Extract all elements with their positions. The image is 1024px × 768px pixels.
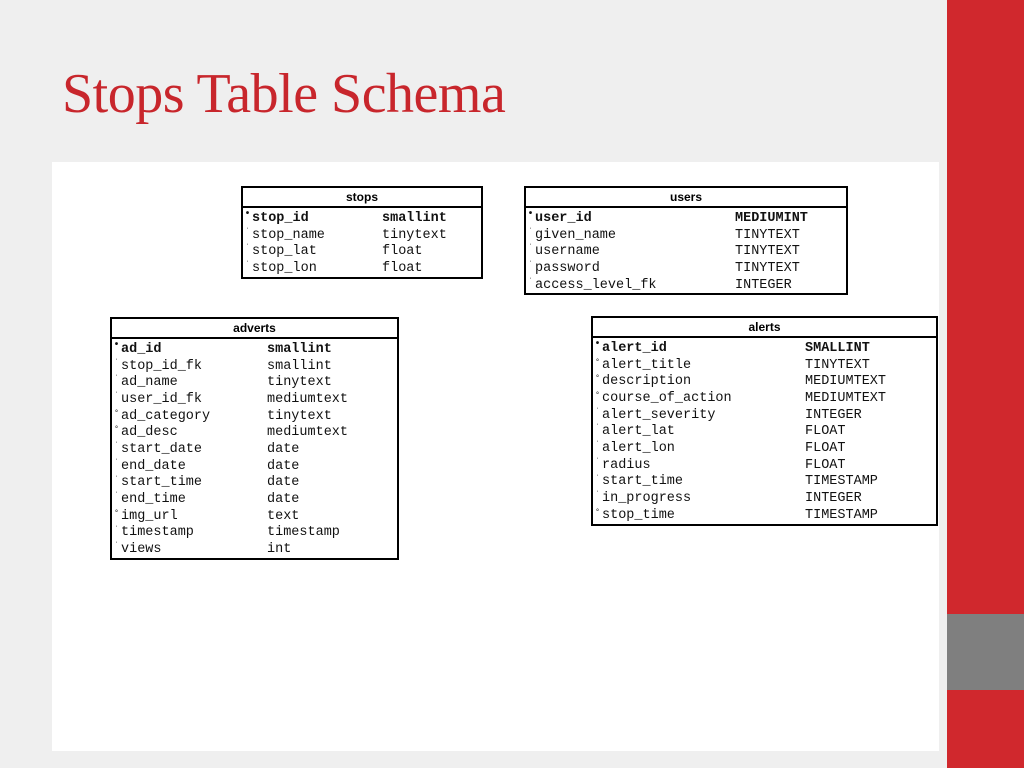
table-row	[112, 408, 397, 425]
field-icon: ˙	[114, 392, 119, 402]
pk-icon: •	[527, 209, 534, 220]
table-row	[526, 260, 846, 277]
field-icon: ˙	[114, 475, 119, 485]
nullable-icon: °	[114, 508, 119, 518]
column-name: course_of_action	[602, 390, 732, 406]
column-type: TINYTEXT	[735, 244, 800, 260]
field-icon: ˙	[528, 277, 533, 287]
column-name: views	[121, 542, 162, 558]
field-icon: ˙	[245, 261, 250, 271]
column-name: alert_lat	[602, 424, 675, 440]
column-name: ad_name	[121, 375, 178, 391]
column-name: alert_lon	[602, 440, 675, 456]
column-type: INTEGER	[805, 407, 862, 423]
accent-bar-gray	[947, 614, 1024, 690]
table-row	[526, 243, 846, 260]
field-icon: ˙	[595, 407, 600, 417]
diagram-canvas	[52, 162, 939, 751]
column-type: smallint	[267, 358, 332, 374]
column-name: start_date	[121, 441, 203, 457]
field-icon: ˙	[245, 227, 250, 237]
table-row	[243, 260, 481, 277]
table-row	[243, 210, 481, 227]
table-row	[593, 474, 936, 491]
table-header: adverts	[112, 319, 397, 339]
column-type: mediumtext	[267, 391, 349, 407]
field-icon: ˙	[528, 244, 533, 254]
column-type: FLOAT	[805, 457, 846, 473]
table-row	[526, 277, 846, 294]
table-row	[112, 508, 397, 525]
column-type: date	[267, 475, 300, 491]
table-row	[526, 210, 846, 227]
pk-icon: •	[113, 340, 120, 351]
column-name: given_name	[535, 227, 617, 243]
table-header: users	[526, 188, 846, 208]
column-name: radius	[602, 457, 651, 473]
field-icon: ˙	[114, 525, 119, 535]
table-row	[112, 358, 397, 375]
pk-icon: •	[244, 209, 251, 220]
field-icon: ˙	[114, 542, 119, 552]
column-name: ad_category	[121, 408, 211, 424]
column-name: ad_desc	[121, 425, 178, 441]
table-users	[524, 186, 848, 295]
nullable-icon: °	[114, 425, 119, 435]
table-row	[112, 441, 397, 458]
column-type: TINYTEXT	[805, 357, 870, 373]
column-name: access_level_fk	[535, 277, 657, 293]
column-type: TIMESTAMP	[805, 474, 878, 490]
column-name: start_time	[121, 475, 203, 491]
column-name: stop_id	[252, 210, 309, 226]
table-adverts	[110, 317, 399, 560]
table-row	[112, 541, 397, 558]
column-type: TINYTEXT	[735, 260, 800, 276]
column-name: start_time	[602, 474, 684, 490]
table-row	[526, 227, 846, 244]
column-type: float	[382, 260, 423, 276]
column-name: description	[602, 374, 692, 390]
column-type: smallint	[267, 341, 332, 357]
column-type: MEDIUMTEXT	[805, 390, 887, 406]
column-name: alert_severity	[602, 407, 716, 423]
field-icon: ˙	[114, 492, 119, 502]
field-icon: ˙	[114, 375, 119, 385]
column-name: username	[535, 244, 600, 260]
table-row	[112, 475, 397, 492]
table-row	[593, 490, 936, 507]
table-row	[593, 407, 936, 424]
column-type: SMALLINT	[805, 340, 870, 356]
table-stops	[241, 186, 483, 279]
table-header: stops	[243, 188, 481, 208]
column-type: TIMESTAMP	[805, 507, 878, 523]
column-type: smallint	[382, 210, 447, 226]
field-icon: ˙	[595, 424, 600, 434]
nullable-icon: °	[595, 374, 600, 384]
table-row	[243, 227, 481, 244]
column-name: stop_lat	[252, 244, 317, 260]
column-type: date	[267, 492, 300, 508]
column-name: user_id	[535, 210, 592, 226]
column-name: timestamp	[121, 525, 194, 541]
column-type: timestamp	[267, 525, 340, 541]
column-name: password	[535, 260, 600, 276]
field-icon: ˙	[114, 442, 119, 452]
table-row	[593, 340, 936, 357]
column-name: user_id_fk	[121, 391, 203, 407]
field-icon: ˙	[595, 491, 600, 501]
column-name: stop_id_fk	[121, 358, 203, 374]
column-name: img_url	[121, 508, 178, 524]
column-name: alert_title	[602, 357, 692, 373]
table-row	[112, 341, 397, 358]
column-type: date	[267, 458, 300, 474]
table-row	[593, 457, 936, 474]
table-row	[112, 458, 397, 475]
table-row	[593, 507, 936, 524]
column-type: MEDIUMTEXT	[805, 374, 887, 390]
column-type: FLOAT	[805, 440, 846, 456]
column-type: tinytext	[267, 408, 332, 424]
field-icon: ˙	[114, 358, 119, 368]
pk-icon: •	[594, 339, 601, 350]
column-type: tinytext	[267, 375, 332, 391]
column-type: INTEGER	[735, 277, 792, 293]
table-row	[593, 440, 936, 457]
column-name: ad_id	[121, 341, 162, 357]
column-type: mediumtext	[267, 425, 349, 441]
field-icon: ˙	[114, 458, 119, 468]
slide-title: Stops Table Schema	[62, 63, 506, 125]
column-type: FLOAT	[805, 424, 846, 440]
column-type: text	[267, 508, 300, 524]
accent-bar-red-top	[947, 0, 1024, 614]
table-row	[593, 423, 936, 440]
table-row	[112, 391, 397, 408]
table-row	[243, 243, 481, 260]
column-type: TINYTEXT	[735, 227, 800, 243]
column-type: INTEGER	[805, 491, 862, 507]
column-name: end_time	[121, 492, 186, 508]
table-row	[593, 390, 936, 407]
column-name: stop_time	[602, 507, 675, 523]
table-row	[112, 424, 397, 441]
field-icon: ˙	[528, 227, 533, 237]
column-type: tinytext	[382, 227, 447, 243]
column-type: MEDIUMINT	[735, 210, 808, 226]
nullable-icon: °	[595, 357, 600, 367]
column-name: stop_lon	[252, 260, 317, 276]
column-name: stop_name	[252, 227, 325, 243]
table-header: alerts	[593, 318, 936, 338]
table-row	[112, 525, 397, 542]
column-name: in_progress	[602, 491, 692, 507]
field-icon: ˙	[595, 441, 600, 451]
field-icon: ˙	[595, 474, 600, 484]
nullable-icon: °	[114, 408, 119, 418]
column-type: float	[382, 244, 423, 260]
field-icon: ˙	[595, 457, 600, 467]
table-row	[593, 357, 936, 374]
nullable-icon: °	[595, 391, 600, 401]
column-type: date	[267, 441, 300, 457]
table-alerts	[591, 316, 938, 526]
table-row	[112, 491, 397, 508]
accent-bar-red-bottom	[947, 690, 1024, 768]
table-row	[112, 374, 397, 391]
field-icon: ˙	[245, 244, 250, 254]
field-icon: ˙	[528, 261, 533, 271]
column-type: int	[267, 542, 292, 558]
column-name: alert_id	[602, 340, 667, 356]
nullable-icon: °	[595, 507, 600, 517]
table-row	[593, 373, 936, 390]
column-name: end_date	[121, 458, 186, 474]
